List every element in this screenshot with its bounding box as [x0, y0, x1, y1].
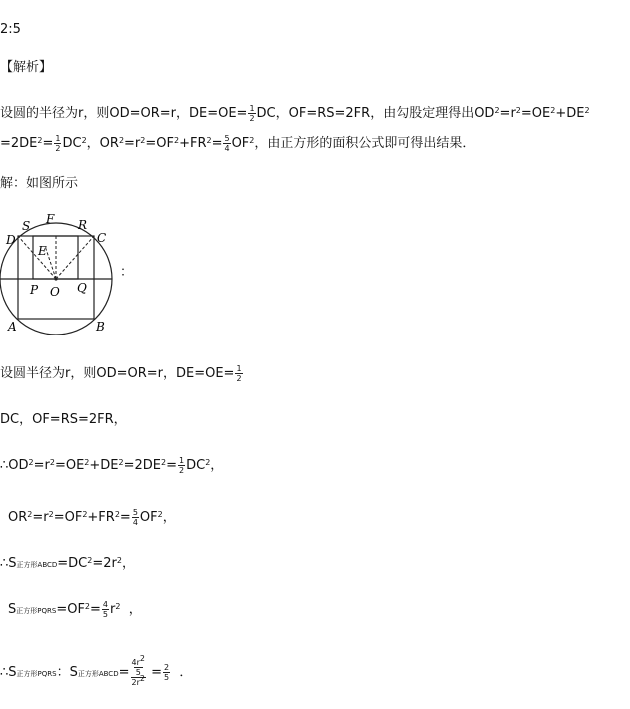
answer-text: 2:5 [0, 22, 21, 37]
section-title: 【解析】 [0, 60, 53, 75]
solution-line-5: ∴S正方形$ABCD=DC^2=2r^2$， [0, 556, 135, 571]
label-b: B [96, 320, 105, 334]
solution-line-3: $\therefore OD^2=r^2=OE^2+DE^2=2DE^2=$ $\frac{1}{2}$ $DC^2$， [0, 456, 224, 475]
geometry-figure [0, 210, 140, 335]
dashed-od [18, 236, 56, 279]
analysis-line-2: $=2DE^2=$ $\frac{1}{2}$ $DC^2$，$OR^2=r^2=OF^2+FR^2=$ $\frac{5}{4}$ $OF^2$，由正方形的面积公式即可得出结果． [0, 134, 476, 153]
figure-trail: ： [120, 265, 134, 280]
label-s: S [22, 219, 31, 233]
analysis-line-1: 设圆的半径为r，则OD=OR=r，DE=OE= $\frac{1}{2}$ DC，OF=RS=2FR，由勾股定理得出$OD^2=r^2=OE^2+DE^2$ [0, 104, 590, 123]
label-p: P [30, 283, 39, 297]
solution-line-7: ∴S正方形PQRS：S正方形ABCD= $4r^2$ 5 $2r^2$ = $\frac{2}{5}$ ． [0, 654, 193, 687]
solution-line-4: $OR^2=r^2=OF^2+FR^2=$ $\frac{5}{4}$ $OF^2$， [8, 508, 176, 527]
solution-line-1: 设圆半径为r，则OD=OR=r，DE=OE= $\frac{1}{2}$ [0, 364, 242, 383]
solution-line-2: DC，OF=RS=2FR， [0, 412, 127, 427]
label-a: A [8, 320, 17, 334]
label-o: O [50, 285, 60, 299]
solution-intro: 解：如图所示 [0, 176, 79, 191]
label-r: R [78, 218, 88, 232]
solution-line-6: S正方形$PQRS=OF^2=$ $\frac{4}{5}$ $r^2$ ， [8, 600, 142, 619]
dashed-oc [56, 236, 94, 279]
label-c: C [97, 231, 107, 245]
center-point [54, 277, 57, 280]
label-d: D [6, 233, 16, 247]
label-f: F [46, 212, 55, 226]
label-e: E [38, 244, 47, 258]
label-q: Q [77, 281, 87, 295]
